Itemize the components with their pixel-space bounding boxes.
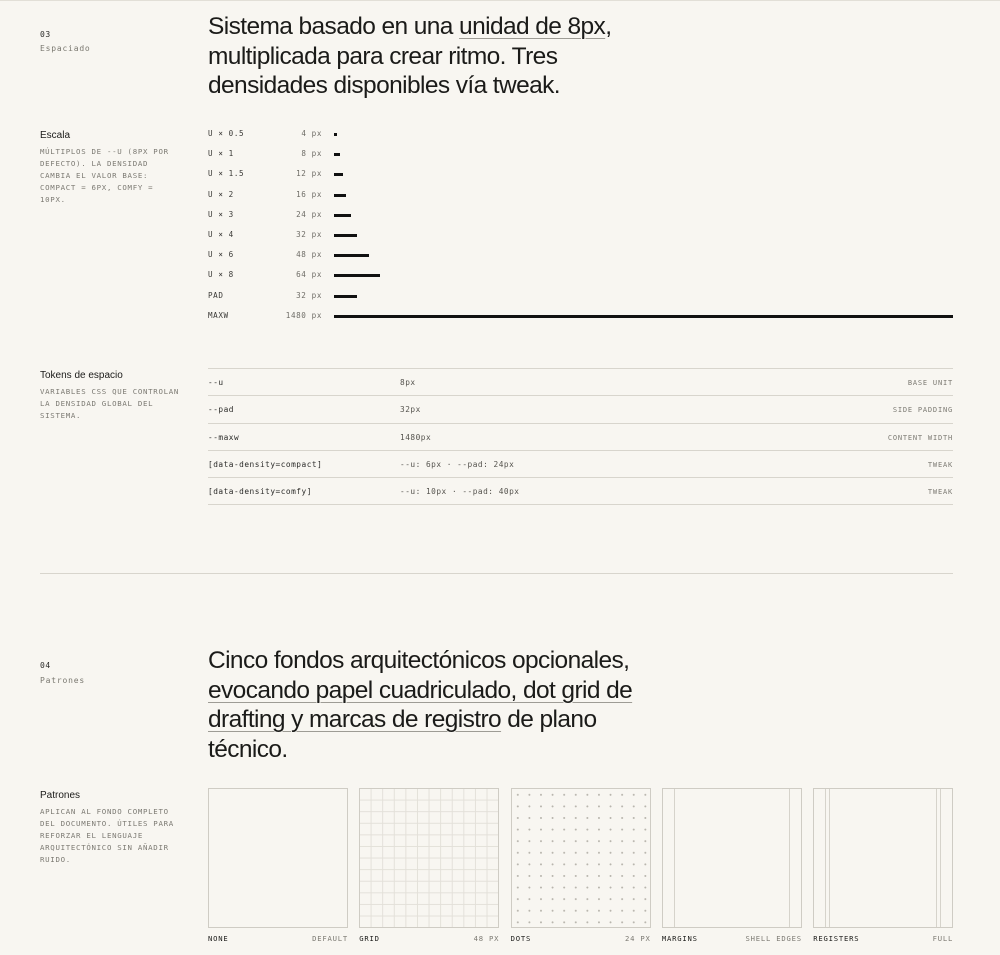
scale-bar [334,234,357,237]
scale-row [208,291,953,301]
scale-bar [334,194,346,197]
scale-label: U × 8 [208,270,234,280]
token-name: --pad [208,405,234,415]
scale-row [208,149,953,159]
tokens-description: VARIABLES CSS QUE CONTROLAN LA DENSIDAD GLOBAL DEL SISTEMA. [40,387,180,420]
token-value: --u: 10px · --pad: 40px [400,487,520,497]
token-value: 1480px [400,432,432,442]
section-headline: Cinco fondos arquitectónicos opcionales, evocando papel cuadriculado, dot grid de drafting y marcas de registro de plano técnico. [208,647,633,763]
patterns-title: Patrones [40,790,81,801]
pattern-caption [359,934,499,946]
token-role: TWEAK [927,460,953,469]
margin-line [674,789,675,927]
scale-px-value: 1480 px [285,310,322,320]
margin-line [825,789,826,927]
section-divider [40,573,953,574]
table-row [208,451,953,478]
scale-label: PAD [208,290,224,300]
scale-bar [334,214,351,217]
pattern-dots[interactable] [511,788,651,946]
scale-bar [334,254,369,257]
pattern-none[interactable] [208,788,348,946]
scale-label: U × 3 [208,209,234,219]
scale-row [208,311,953,321]
scale-title: Escala [40,130,71,141]
section-number: 03 [40,30,51,39]
section-name: Espaciado [40,44,91,53]
scale-bar [334,173,343,176]
token-role: BASE UNIT [907,379,953,387]
token-name: --maxw [208,432,240,442]
pattern-swatch [813,788,953,928]
scale-bar [334,133,337,136]
pattern-name: DOTS [510,934,532,943]
scale-label: U × 1.5 [208,169,245,179]
pattern-name: REGISTERS [813,934,860,943]
pattern-swatch [511,788,651,928]
margin-line [829,789,830,927]
patterns-description: APLICAN AL FONDO COMPLETO DEL DOCUMENTO. ÚTILES PARA REFORZAR EL LENGUAJE ARQUITECTÓNICO SIN AÑADIR RUIDO. [40,807,174,864]
scale-px-value: 48 px [296,250,322,260]
scale-row [208,129,953,139]
token-name: [data-density=compact] [208,459,323,469]
token-role: TWEAK [927,488,953,497]
pattern-caption [813,934,953,946]
scale-px-value: 32 px [296,230,322,239]
pattern-swatch [359,788,499,928]
pattern-note: 48 PX [473,934,500,943]
pattern-caption [511,934,651,946]
margin-line [789,789,790,927]
section-number: 04 [40,661,51,670]
scale-label: U × 4 [208,230,234,239]
table-row [208,369,953,396]
scale-row [208,250,953,260]
scale-px-value: 8 px [301,149,322,159]
token-name: --u [208,378,224,387]
margin-line [936,789,937,927]
token-role: CONTENT WIDTH [887,433,953,442]
scale-bar [334,295,357,298]
pattern-swatch [662,788,802,928]
table-row [208,396,953,423]
scale-px-value: 16 px [296,189,322,199]
tokens-table [208,368,953,505]
pattern-margins[interactable] [662,788,802,946]
section-headline: Sistema basado en una unidad de 8px, multiplicada para crear ritmo. Tres densidades disponibles vía tweak. [208,13,612,99]
pattern-note: SHELL EDGES [745,934,802,943]
scale-px-value: 32 px [296,290,322,300]
scale-description: MÚLTIPLOS DE --U (8PX POR DEFECTO). LA DENSIDAD CAMBIA EL VALOR BASE: COMPACT = 6PX, COMFY = 10PX. [40,147,169,204]
scale-label: MAXW [208,310,229,320]
scale-label: U × 6 [208,250,234,260]
pattern-note: FULL [932,934,954,943]
pattern-caption [208,934,348,946]
scale-bar [334,315,953,318]
pattern-caption [662,934,802,946]
pattern-grid[interactable] [359,788,499,946]
scale-row [208,169,953,179]
pattern-name: MARGINS [661,934,698,943]
pattern-name: GRID [359,934,380,943]
scale-px-value: 12 px [296,169,322,179]
pattern-note: 24 PX [624,934,651,943]
scale-row [208,190,953,200]
top-rule [0,0,1000,1]
pattern-swatch [208,788,348,928]
scale-label: U × 0.5 [208,129,245,138]
pattern-name: NONE [208,934,229,943]
scale-bar [334,274,380,277]
pattern-note: DEFAULT [312,934,348,943]
scale-px-value: 24 px [296,209,322,219]
scale-label: U × 2 [208,189,234,199]
headline-underline: unidad de 8px [459,13,606,40]
scale-row [208,230,953,240]
table-row [208,424,953,451]
token-value: 32px [400,405,421,415]
pattern-registers[interactable] [813,788,953,946]
scale-px-value: 4 px [301,129,322,138]
headline-underline: evocando papel cuadriculado, dot grid de drafting y marcas de registro [208,676,633,733]
token-role: SIDE PADDING [892,406,953,415]
table-row [208,478,953,505]
scale-label: U × 1 [208,149,234,159]
token-value: --u: 6px · --pad: 24px [400,459,515,469]
scale-row [208,210,953,220]
scale-bar [334,153,340,156]
scale-row [208,270,953,280]
token-value: 8px [400,378,416,387]
tokens-title: Tokens de espacio [40,370,123,381]
margin-line [940,789,941,927]
token-name: [data-density=comfy] [208,487,312,497]
section-name: Patrones [40,676,85,685]
scale-px-value: 64 px [296,270,322,280]
